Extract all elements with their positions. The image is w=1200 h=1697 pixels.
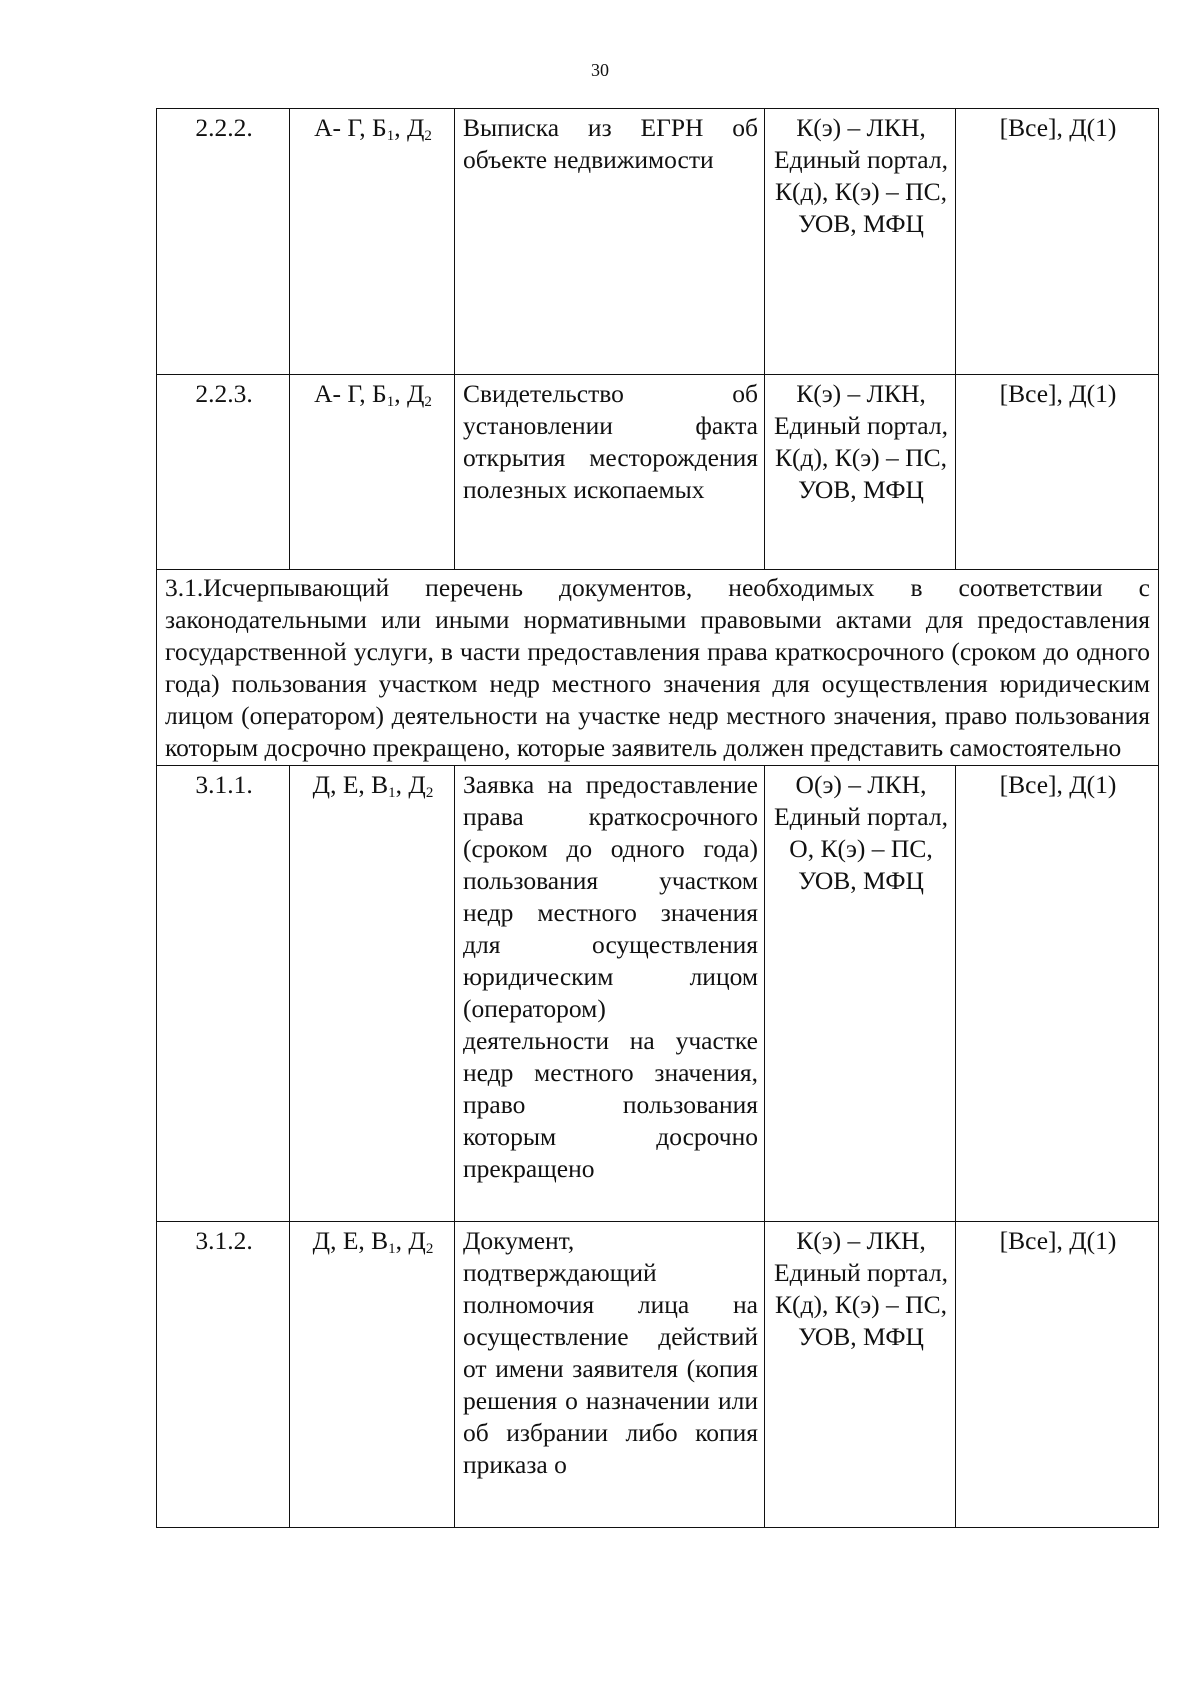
item-number: 2.2.2.: [157, 109, 290, 375]
applicant-categories: Д, Е, $В_1$, $Д_2$: [290, 1222, 455, 1528]
item-number: 2.2.3.: [157, 375, 290, 570]
applicant-categories: А- Г, $Б_1$, $Д_2$: [290, 109, 455, 375]
section-heading: 3.1.Исчерпывающий перечень документов, необходимых в соответствии с законодательными или иными нормативными правовыми актами для предоставления государственной услуги, в части предоставления права краткосрочного (сроком до одного года) пользования участком недр местного значения для осуществления юридическим лицом (оператором) деятельности на участке недр местного значения, право пользования которым досрочно прекращено, которые заявитель должен представить самостоятельно: [157, 570, 1159, 766]
page-number: 30: [591, 60, 609, 80]
document-name: Документ, подтверждающий полномочия лица на осуществление действий от имени заявителя (копия решения о назначении или об избрании либо копия приказа о: [455, 1222, 765, 1528]
table-row: [157, 109, 1159, 375]
table-row: [157, 375, 1159, 570]
documents-table: [156, 108, 1159, 1528]
item-number: 3.1.2.: [157, 1222, 290, 1528]
applicant-scope: [Все], Д(1): [956, 766, 1159, 1222]
applicant-scope: [Все], Д(1): [956, 109, 1159, 375]
submission-method: О(э) – ЛКН, Единый портал, О, К(э) – ПС, УОВ, МФЦ: [765, 766, 956, 1222]
applicant-scope: [Все], Д(1): [956, 375, 1159, 570]
applicant-scope: [Все], Д(1): [956, 1222, 1159, 1528]
applicant-categories: А- Г, $Б_1$, $Д_2$: [290, 375, 455, 570]
document-name: Выписка из ЕГРН об объекте недвижимости: [455, 109, 765, 375]
submission-method: К(э) – ЛКН, Единый портал, К(д), К(э) – ПС, УОВ, МФЦ: [765, 1222, 956, 1528]
applicant-categories: Д, Е, $В_1$, $Д_2$: [290, 766, 455, 1222]
submission-method: К(э) – ЛКН, Единый портал, К(д), К(э) – ПС, УОВ, МФЦ: [765, 109, 956, 375]
section-row: [157, 570, 1159, 766]
table-row: [157, 766, 1159, 1222]
submission-method: К(э) – ЛКН, Единый портал, К(д), К(э) – ПС, УОВ, МФЦ: [765, 375, 956, 570]
document-name: Заявка на предоставление права краткосрочного (сроком до одного года) пользования участком недр местного значения для осуществления юридическим лицом (оператором) деятельности на участке недр местного значения, право пользования которым досрочно прекращено: [455, 766, 765, 1222]
item-number: 3.1.1.: [157, 766, 290, 1222]
document-name: Свидетельство об установлении факта открытия месторождения полезных ископаемых: [455, 375, 765, 570]
table-row: [157, 1222, 1159, 1528]
